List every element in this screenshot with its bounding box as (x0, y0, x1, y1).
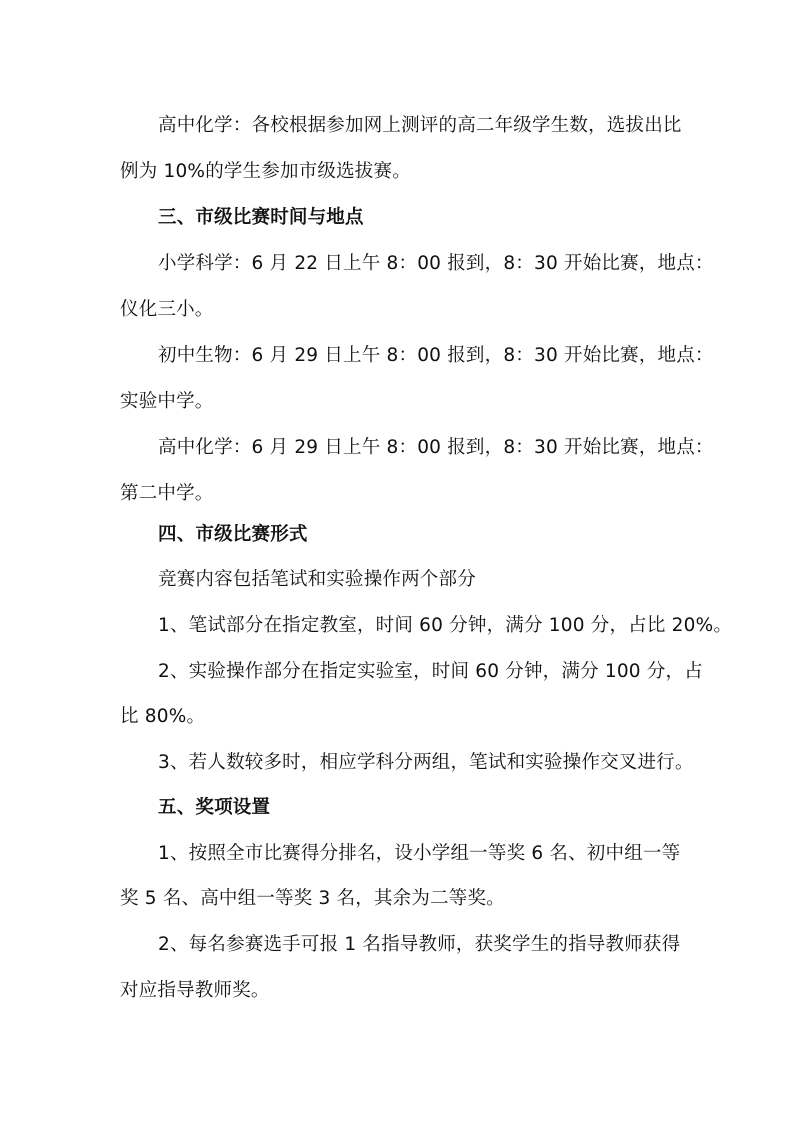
paragraph-line: 第二中学。 (120, 483, 214, 504)
section-heading: 四、市级比赛形式 (158, 524, 308, 545)
paragraph-line: 初中生物：6 月 29 日上午 8：00 报到，8：30 开始比赛，地点： (158, 345, 714, 366)
paragraph-line: 1、笔试部分在指定教室，时间 60 分钟，满分 100 分，占比 20%。 (158, 615, 733, 636)
paragraph-line: 2、实验操作部分在指定实验室，时间 60 分钟，满分 100 分，占 (158, 661, 703, 682)
paragraph-line: 仪化三小。 (120, 299, 214, 320)
paragraph-line: 实验中学。 (120, 391, 214, 412)
paragraph-line: 竞赛内容包括笔试和实验操作两个部分 (158, 569, 476, 590)
paragraph-line: 奖 5 名、高中组一等奖 3 名，其余为二等奖。 (120, 888, 505, 909)
section-heading: 五、奖项设置 (158, 797, 271, 818)
paragraph-line: 2、每名参赛选手可报 1 名指导教师，获奖学生的指导教师获得 (158, 934, 681, 955)
section-heading: 三、市级比赛时间与地点 (158, 207, 364, 228)
paragraph-line: 高中化学：各校根据参加网上测评的高二年级学生数，选拔出比 (158, 115, 682, 136)
paragraph-line: 1、按照全市比赛得分排名，设小学组一等奖 6 名、初中组一等 (158, 843, 681, 864)
paragraph-line: 例为 10%的学生参加市级选拔赛。 (120, 161, 411, 182)
paragraph-line: 对应指导教师奖。 (120, 980, 270, 1001)
paragraph-line: 比 80%。 (120, 706, 206, 727)
paragraph-line: 小学科学：6 月 22 日上午 8：00 报到，8：30 开始比赛，地点： (158, 253, 714, 274)
paragraph-line: 高中化学：6 月 29 日上午 8：00 报到，8：30 开始比赛，地点： (158, 437, 714, 458)
paragraph-line: 3、若人数较多时，相应学科分两组，笔试和实验操作交叉进行。 (158, 752, 694, 773)
